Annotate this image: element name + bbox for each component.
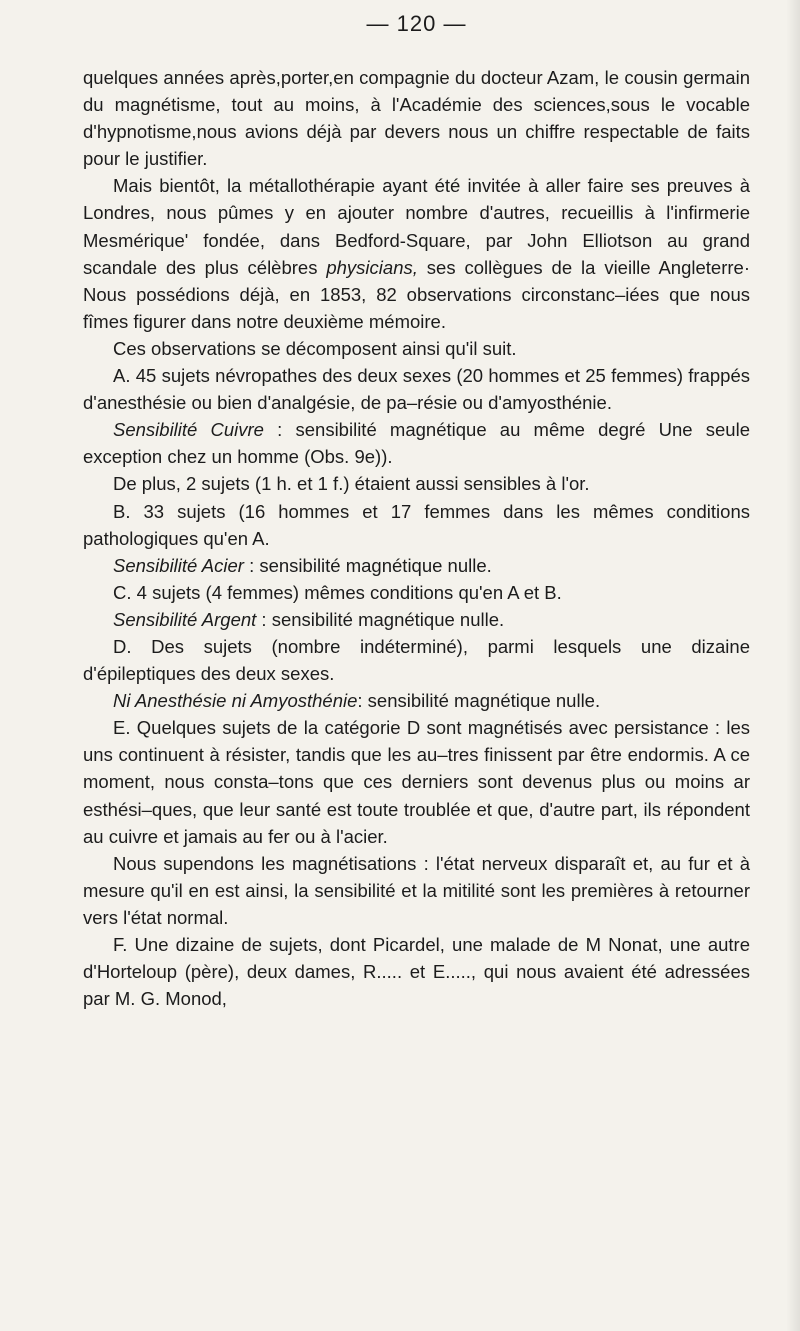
paragraph	[83, 498, 750, 552]
page-body	[83, 64, 750, 1012]
italic-term: Sensibilité Acier	[113, 554, 244, 576]
italic-term: Ni Anesthésie ni Amyosthénie	[113, 690, 358, 712]
paragraph-text: C. 4 sujets (4 femmes) mêmes conditions qu'en A et B.	[113, 581, 562, 603]
paragraph	[83, 714, 750, 849]
page-edge-shadow	[786, 0, 800, 1331]
paragraph-text: D. Des sujets (nombre indéterminé), parmi lesquels une dizaine d'épileptiques des deux sexes.	[83, 635, 750, 685]
paragraph	[83, 470, 750, 497]
italic-term: Sensibilité Argent	[113, 608, 257, 630]
paragraph-text: : sensibilité magnétique nulle.	[357, 690, 601, 712]
paragraph-text: Nous supendons les magnétisations : l'état nerveux disparaît et, au fur et à mesure qu'il en est ainsi, la sensibilité et la mitilité sont les premières à retourner vers l'état normal.	[83, 852, 750, 928]
paragraph-text: : sensibilité magnétique nulle.	[243, 554, 492, 576]
paragraph-text: B. 33 sujets (16 hommes et 17 femmes dans les mêmes conditions pathologiques qu'en A.	[83, 500, 750, 549]
paragraph	[83, 416, 750, 470]
paragraph-text: Mais bientôt, la métallothérapie ayant été invitée à aller faire ses preuves à Londres, nous pûmes y en ajouter nombre d'autres, recueillis à l'infirmerie Mesmérique' fondée, dans Bedford-Square, par John Elliotson au grand scandale des plus célèbres	[83, 175, 750, 278]
paragraph-text: : sensibilité magnétique au même degré Une seule exception chez un homme (Obs. 9e)).	[83, 419, 750, 468]
paragraph-text: quelques années après,porter,en compagnie du docteur Azam, le cousin germain du magnétisme, tout au moins, à l'Académie des sciences,sous le vocable d'hypnotisme,nous avions déjà par devers nous un chiffre respectable de faits pour le justifier.	[83, 67, 750, 170]
paragraph	[83, 633, 750, 687]
paragraph-text: De plus, 2 sujets (1 h. et 1 f.) étaient aussi sensibles à l'or.	[113, 473, 590, 495]
paragraph	[83, 606, 750, 633]
paragraph	[83, 552, 750, 579]
paragraph-text: Ces observations se décomposent ainsi qu'il suit.	[113, 337, 517, 359]
paragraph	[83, 850, 750, 931]
paragraph-text: ses collègues de la vieille Angleterre· Nous possédions déjà, en 1853, 82 observations circonstanc–iées que nous fîmes figurer dans notre deuxième mémoire.	[83, 256, 750, 332]
paragraph	[83, 335, 750, 362]
paragraph	[83, 931, 750, 1012]
paragraph-text: : sensibilité magnétique nulle.	[256, 608, 505, 630]
page-number: — 120 —	[366, 11, 467, 36]
paragraph	[83, 362, 750, 416]
paragraph-text: F. Une dizaine de sujets, dont Picardel, une malade de M Nonat, une autre d'Horteloup (père), deux dames, R..... et E....., qui nous avaient été adressées par M. G. Monod,	[83, 934, 750, 1010]
italic-term: Sensibilité Cuivre	[113, 419, 264, 441]
paragraph	[83, 64, 750, 172]
paragraph	[83, 579, 750, 606]
paragraph	[83, 172, 750, 335]
paragraph-text: E. Quelques sujets de la catégorie D sont magnétisés avec persistance : les uns continuent à résister, tandis que les au–tres finissent par être endormis. A ce moment, nous consta–tons que ces derniers sont devenus plus ou moins ar esthési–ques, que leur santé est toute troublée et que, d'autre part, ils répondent au cuivre et jamais au fer ou à l'acier.	[83, 717, 750, 847]
paragraph	[83, 687, 750, 714]
italic-term: physicians,	[326, 256, 418, 278]
paragraph-text: A. 45 sujets névropathes des deux sexes (20 hommes et 25 femmes) frappés d'anesthésie ou bien d'analgésie, de pa–résie ou d'amyosthénie.	[83, 365, 750, 414]
